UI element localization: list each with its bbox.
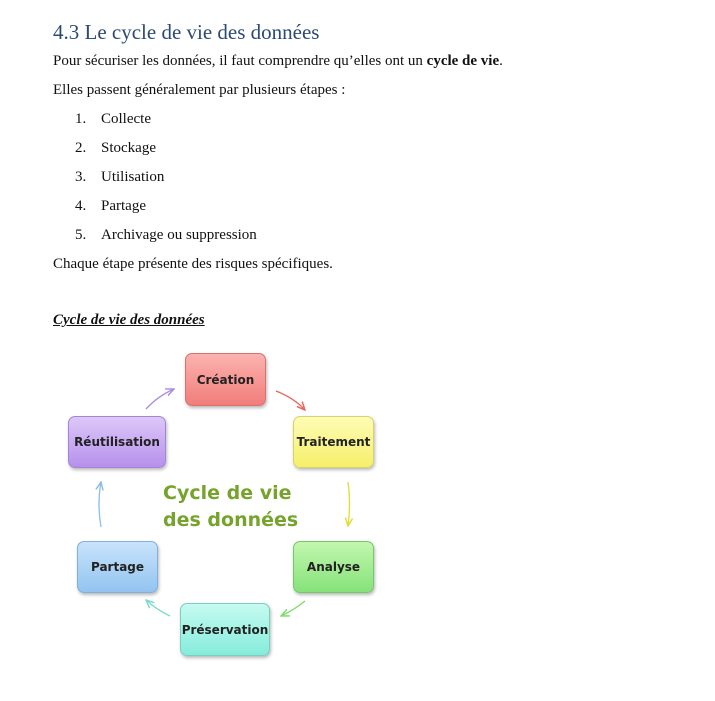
- node-analyse: Analyse: [293, 541, 374, 593]
- arrow-partage-to-reutilisation: [99, 482, 101, 527]
- node-traitement: Traitement: [293, 416, 374, 468]
- arrow-preservation-to-partage: [146, 600, 170, 616]
- list-label: Utilisation: [101, 169, 165, 185]
- section-heading: 4.3 Le cycle de vie des données: [53, 20, 320, 44]
- arrow-analyse-to-preservation: [281, 601, 305, 616]
- lead-paragraph: Elles passent généralement par plusieurs étapes :: [53, 82, 346, 98]
- list-item: [75, 196, 257, 225]
- list-item: [75, 225, 257, 254]
- list-number: 1.: [75, 111, 87, 127]
- list-item: [75, 109, 257, 138]
- center-title-line-1: Cycle de vie: [163, 482, 292, 504]
- arrow-traitement-to-analyse: [348, 482, 350, 526]
- arrow-reutilisation-to-creation: [146, 389, 174, 409]
- risks-paragraph: Chaque étape présente des risques spécifiques.: [53, 256, 333, 272]
- list-number: 4.: [75, 198, 87, 214]
- list-label: Stockage: [101, 140, 156, 156]
- steps-list: [75, 109, 257, 254]
- node-partage: Partage: [77, 541, 158, 593]
- list-item: [75, 167, 257, 196]
- diagram-center-title: [163, 480, 298, 534]
- list-label: Archivage ou suppression: [101, 227, 257, 243]
- node-preservation: Préservation: [180, 603, 270, 656]
- list-label: Collecte: [101, 111, 151, 127]
- list-number: 5.: [75, 227, 87, 243]
- intro-text: Pour sécuriser les données, il faut comprendre qu’elles ont un: [53, 53, 427, 69]
- figure-caption: Cycle de vie des données: [53, 312, 205, 328]
- intro-end: .: [499, 53, 503, 69]
- node-reutilisation: Réutilisation: [68, 416, 166, 468]
- list-item: [75, 138, 257, 167]
- list-label: Partage: [101, 198, 146, 214]
- list-number: 3.: [75, 169, 87, 185]
- arrow-creation-to-traitement: [276, 391, 305, 410]
- node-creation: Création: [185, 353, 266, 406]
- center-title-line-2: des données: [163, 509, 299, 531]
- list-number: 2.: [75, 140, 87, 156]
- intro-paragraph: [53, 51, 503, 71]
- intro-bold-term: cycle de vie: [426, 53, 500, 69]
